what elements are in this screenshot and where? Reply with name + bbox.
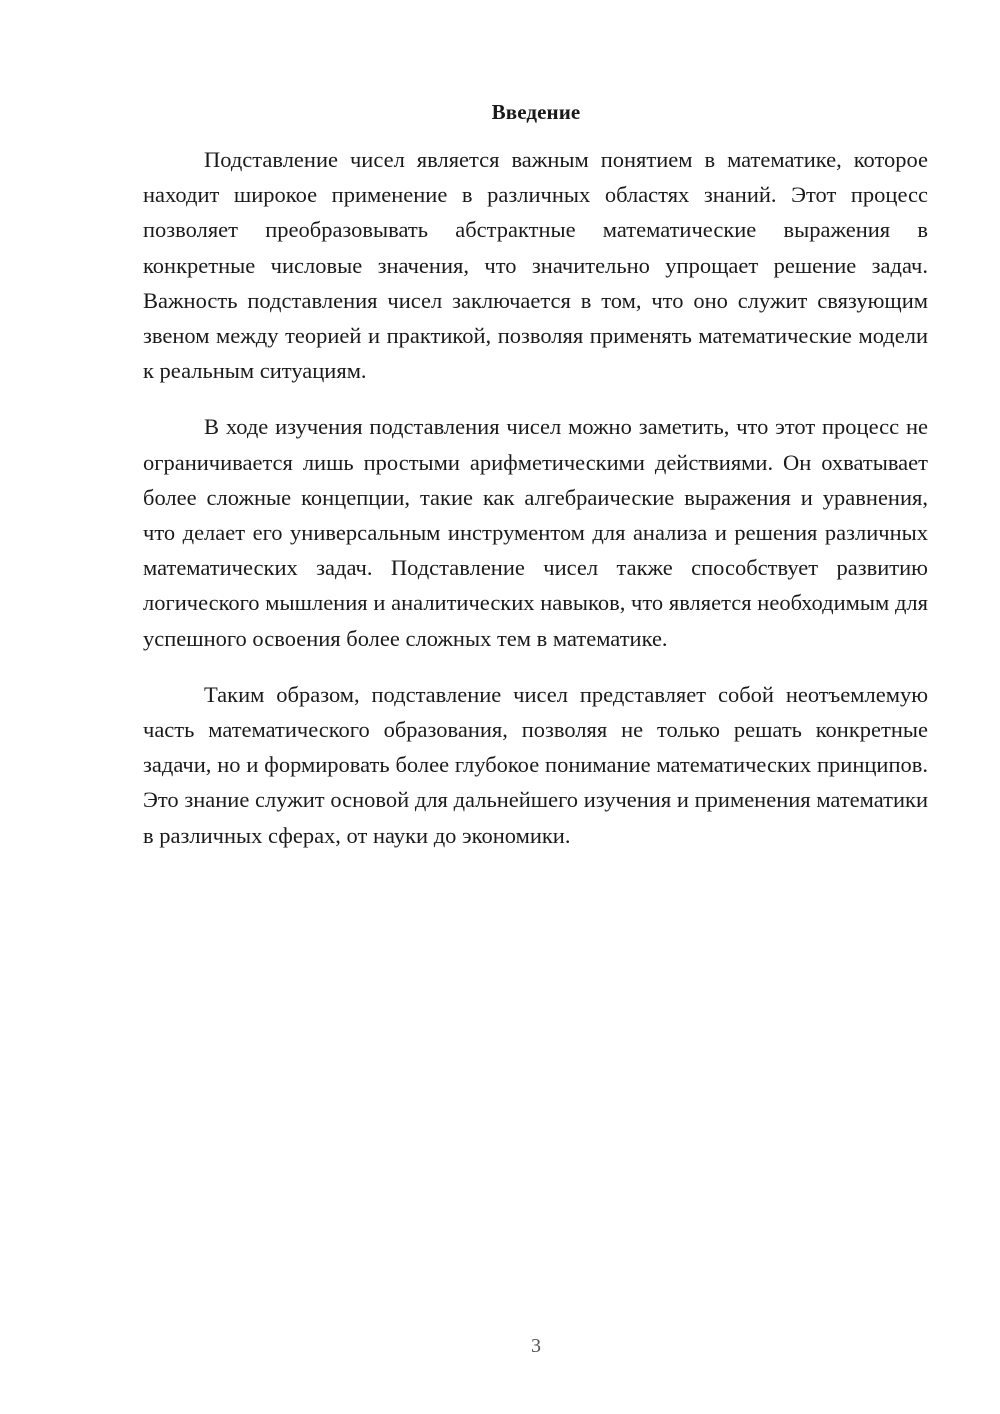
page-number: 3 [531,1335,541,1357]
paragraph-3: Таким образом, подставление чисел представляет собой неотъемлемую часть математического образования, позволяя не только решать конкретные задачи, но и формировать более глубокое понимание математических принципов. Это знание служит основой для дальнейшего изучения и применения математики в различных сферах, от науки до экономики. [143,681,928,848]
paragraph-2: В ходе изучения подставления чисел можно заметить, что этот процесс не ограничивается лишь простыми арифметическими действиями. Он охватывает более сложные концепции, такие как алгебраические выражения и уравнения, что делает его универсальным инструментом для анализа и решения различных математических задач. Подставление чисел также способствует развитию логического мышления и аналитических навыков, что является необходимым для успешного освоения более сложных тем в математике. [143,414,928,651]
body-text [143,142,928,853]
paragraph-1: Подставление чисел является важным понятием в математике, которое находит широкое применение в различных областях знаний. Этот процесс позволяет преобразовывать абстрактные математические выражения в конкретные числовые значения, что значительно упрощает решение задач. Важность подставления чисел заключается в том, что оно служит связующим звеном между теорией и практикой, позволяя применять математические модели к реальным ситуациям. [143,147,928,384]
section-heading: Введение [491,100,581,124]
